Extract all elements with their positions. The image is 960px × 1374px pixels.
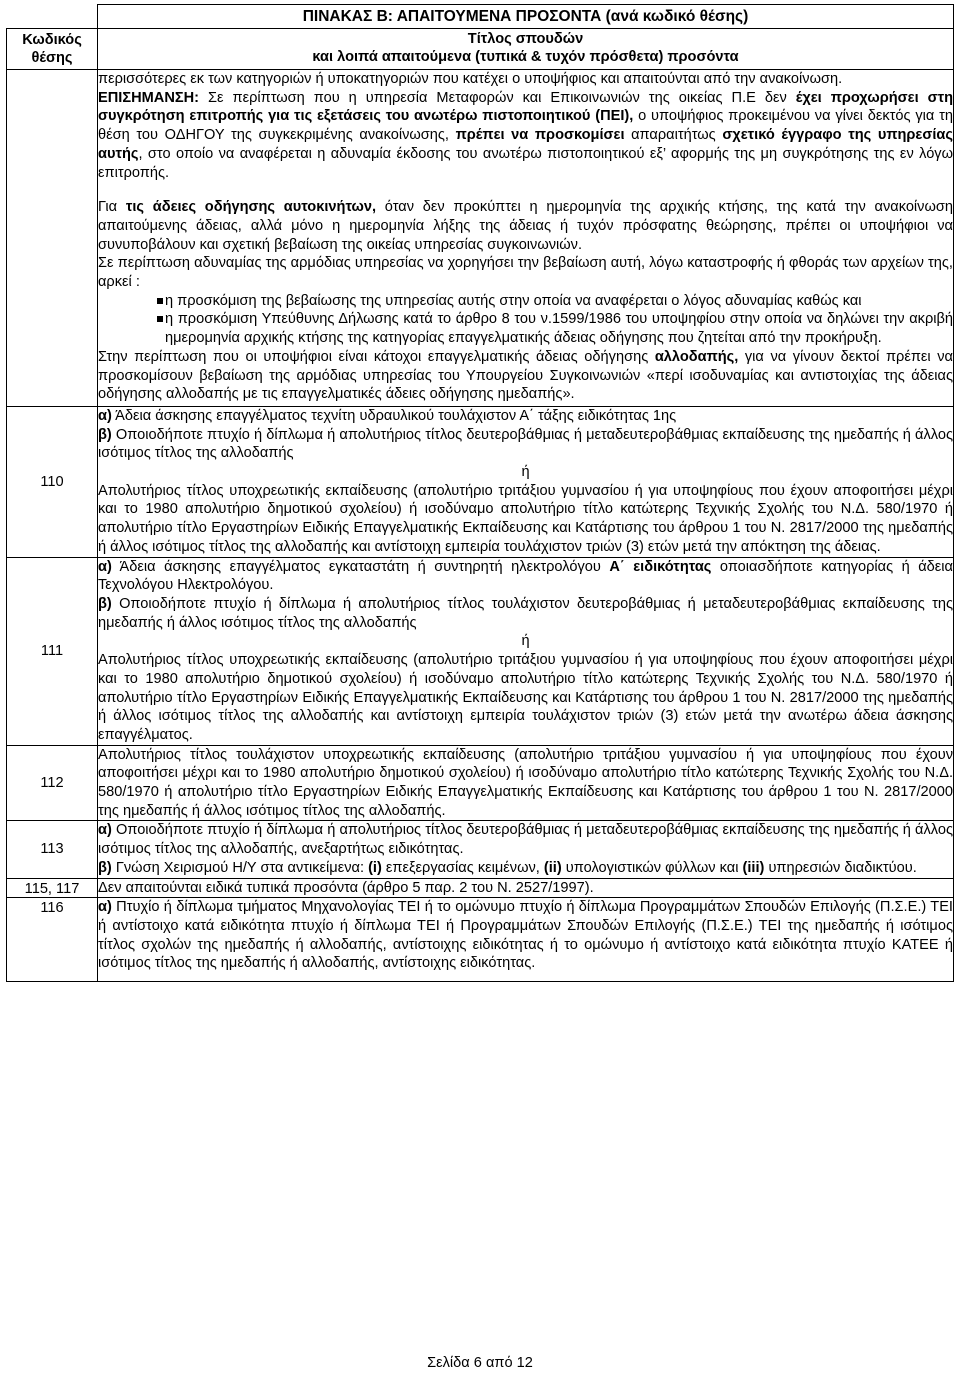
position-code: 111 <box>7 557 98 745</box>
table-title: ΠΙΝΑΚΑΣ Β: ΑΠΑΙΤΟΥΜΕΝΑ ΠΡΟΣΟΝΤΑ (ανά κωδικό θέσης) <box>98 5 954 29</box>
foreign-licence-paragraph: Στην περίπτωση που οι υποψήφιοι είναι κάτοχοι επαγγελματικής άδειας οδήγησης αλλοδαπής, για να γίνουν δεκτοί πρέπει να προσκομίσουν βεβαίωση της αρμόδιας υπηρεσίας του Υπουργείου Συγκοινωνιών «περί ισοδυναμίας και αντιστοιχίας της άδειας οδήγησης αλλοδαπής με τις επαγγελματικές άδειες οδήγησης ημεδαπής». <box>98 348 953 403</box>
table-row <box>7 745 954 821</box>
square-bullet-icon <box>157 316 163 322</box>
table-row <box>7 878 954 898</box>
requirement-text: Απολυτήριος τίτλος τουλάχιστον υποχρεωτικής εκπαίδευσης (απολυτήριο τριτάξιου γυμνασίου ή για υποψηφίους που έχουν αποφοιτήσει μέχρι και το 1980 απολυτήριο δημοτικού σχολείου) ή ισοδύναμο απολυτήριο τίτλο κατώτερης Τεχνικής Σχολής του Ν.Δ. 580/1970 ή απολυτήριο τίτλο Εργαστηρίων Ειδικής Επαγγελματικής Εκπαίδευσης και Κατάρτισης του άρθρου 1 του Ν. 2817/2000 της ημεδαπής ή άλλος ισότιμος τίτλος της αλλοδαπής. <box>98 746 953 819</box>
table-row <box>7 70 954 407</box>
table-row <box>7 821 954 878</box>
column-header-title-line2: και λοιπά απαιτούμενα (τυπικά & τυχόν πρόσθετα) προσόντα <box>312 49 739 65</box>
position-code: 116 <box>7 898 98 982</box>
requirements-cell <box>98 878 954 898</box>
requirement-b: β) Γνώση Χειρισμού Η/Υ στα αντικείμενα: (i) επεξεργασίας κειμένων, (ii) υπολογιστικών φύλλων και (iii) υπηρεσιών διαδικτύου. <box>98 859 917 876</box>
requirements-cell <box>98 745 954 821</box>
requirement-b: β) Οποιοδήποτε πτυχίο ή δίπλωμα ή απολυτήριος τίτλος δευτεροβάθμιας ή μεταδευτεροβάθμιας εκπαίδευσης της ημεδαπής ή άλλος ισότιμος τίτλος της αλλοδαπής <box>98 426 953 462</box>
requirements-cell <box>98 70 954 407</box>
or-separator: ή <box>521 464 530 481</box>
or-separator: ή <box>521 633 530 650</box>
requirement-b: β) Οποιοδήποτε πτυχίο ή δίπλωμα ή απολυτήριος τίτλος τουλάχιστον δευτεροβάθμιας ή μεταδευτεροβάθμιας εκπαίδευσης της ημεδαπής ή άλλος ισότιμος τίτλος της αλλοδαπής <box>98 595 953 631</box>
column-header-title-line1: Τίτλος σπουδών <box>467 31 584 47</box>
requirements-cell <box>98 406 954 557</box>
position-code: 113 <box>7 821 98 878</box>
requirement-a: α) Οποιοδήποτε πτυχίο ή δίπλωμα ή απολυτήριος τίτλος δευτεροβάθμιας ή μεταδευτεροβάθμιας εκπαίδευσης της ημεδαπής ή άλλος ισότιμος τίτλος της αλλοδαπής, ανεξαρτήτως ειδικότητας. <box>98 822 953 858</box>
requirements-cell <box>98 898 954 982</box>
code-cell-empty <box>7 70 98 407</box>
inability-paragraph: Σε περίπτωση αδυναμίας της αρμόδιας υπηρεσίας να χορηγήσει την βεβαίωση αυτή, λόγω καταστροφής ή φθοράς των αρχείων της, αρκεί : <box>98 255 953 291</box>
square-bullet-icon <box>157 298 163 304</box>
position-code: 110 <box>7 406 98 557</box>
requirement-a: α) Πτυχίο ή δίπλωμα τμήματος Μηχανολογίας ΤΕΙ ή το ομώνυμο πτυχίο ή δίπλωμα Προγραμμάτων Σπουδών Επιλογής (Π.Σ.Ε.) ΤΕΙ ή αντίστοιχο κατά ειδικότητα πτυχίο ή δίπλωμα ΤΕΙ ή Προγραμμάτων Σπουδών Επιλογής (Π.Σ.Ε.) ΤΕΙ της ημεδαπής ή ισότιμος τίτλος σχολών της ημεδαπής ή αλλοδαπής, αντίστοιχης ειδικότητας ή το ομώνυμο ή αντίστοιχο κατά ειδικότητα πτυχίο ΚΑΤΕΕ ή ισότιμος τίτλος της ημεδαπής ή αλλοδαπής, αντίστοιχης ειδικότητας. <box>98 899 953 972</box>
licence-paragraph: Για τις άδειες οδήγησης αυτοκινήτων, όταν δεν προκύπτει η ημερομηνία της αρχικής κτήσης, της κατά την ανακοίνωση απαιτούμενης άδειας, αλλά μόνο η ημερομηνία λήξης της άδειας ή τυχόν πρόσφατης θεώρησης, πρέπει οι υποψήφιοι να συνυποβάλουν και σχετική βεβαίωση της οικείας υπηρεσίας συγκοινωνιών. <box>98 199 953 253</box>
column-header-code <box>7 29 98 70</box>
requirements-cell <box>98 821 954 878</box>
requirement-a: α) Άδεια άσκησης επαγγέλματος εγκαταστάτη ή συντηρητή ηλεκτρολόγου Α΄ ειδικότητας οποιασδήποτε κατηγορίας ή άδεια Τεχνολόγου Ηλεκτρολόγου. <box>98 558 953 594</box>
continuation-text: περισσότερες εκ των κατηγοριών ή υποκατηγοριών που κατέχει ο υποψήφιος και απαιτούνται από την ανακοίνωση. <box>98 71 843 87</box>
table-row <box>7 557 954 745</box>
notice-label: ΕΠΙΣΗΜΑΝΣΗ: <box>98 89 200 106</box>
page-number: Σελίδα 6 από 12 <box>427 1355 533 1371</box>
column-header-title <box>98 29 954 70</box>
list-item: η προσκόμιση της βεβαίωσης της υπηρεσίας αυτής στην οποία να αναφέρεται ο λόγος αδυναμίας καθώς και <box>98 292 953 311</box>
bullet-list <box>98 292 953 348</box>
header-blank-cell <box>7 5 98 29</box>
notice-paragraph: ΕΠΙΣΗΜΑΝΣΗ: Σε περίπτωση που η υπηρεσία Μεταφορών και Επικοινωνιών της οικείας Π.Ε δεν έχει προχωρήσει στη συγκρότηση επιτροπής για τις εξετάσεις του ανωτέρω πιστοποιητικού (ΠΕΙ), ο υποψήφιος προκειμένου να γίνει δεκτός για τη θέση του ΟΔΗΓΟΥ της συγκεκριμένης ανακοίνωσης, πρέπει να προσκομίσει απαραιτήτως σχετικό έγγραφο της υπηρεσίας αυτής, στο οποίο να αναφέρεται η αδυναμία έκδοσης του ανωτέρω πιστοποιητικού εξ’ αφορμής της μη συγκρότησης της εν λόγω επιτροπής. <box>98 89 954 181</box>
requirements-table <box>6 4 954 982</box>
requirement-text: Δεν απαιτούνται ειδικά τυπικά προσόντα (άρθρο 5 παρ. 2 του Ν. 2527/1997). <box>98 879 594 896</box>
column-header-code-line1: Κωδικός <box>22 32 82 48</box>
position-code: 112 <box>7 745 98 821</box>
position-code: 115, 117 <box>7 878 98 898</box>
table-row <box>7 898 954 982</box>
column-header-code-line2: θέσης <box>31 50 73 66</box>
requirement-a: α) Άδεια άσκησης επαγγέλματος τεχνίτη υδραυλικού τουλάχιστον Α΄ τάξης ειδικότητας 1ης <box>98 407 677 424</box>
requirement-alternative: Απολυτήριος τίτλος υποχρεωτικής εκπαίδευσης (απολυτήριο τριτάξιου γυμνασίου ή για υποψηφίους που έχουν αποφοιτήσει μέχρι και το 1980 απολυτήριο δημοτικού σχολείου) ή ισοδύναμο απολυτήριο τίτλο κατώτερης Τεχνικής Σχολής του Ν.Δ. 580/1970 ή απολυτήριο τίτλο Εργαστηρίων Ειδικής Επαγγελματικής Εκπαίδευσης και Κατάρτισης του άρθρου 1 του Ν. 2817/2000 της ημεδαπής ή άλλος ισότιμος τίτλος της αλλοδαπής και αντίστοιχη εμπειρία τουλάχιστον τριών (3) ετών μετά την ανωτέρω άδεια άσκησης επαγγέλματος. <box>98 652 953 743</box>
requirement-alternative: Απολυτήριος τίτλος υποχρεωτικής εκπαίδευσης (απολυτήριο τριτάξιου γυμνασίου ή για υποψηφίους που έχουν αποφοιτήσει μέχρι και το 1980 απολυτήριο δημοτικού σχολείου) ή ισοδύναμο απολυτήριο τίτλο κατώτερης Τεχνικής Σχολής του Ν.Δ. 580/1970 ή απολυτήριο τίτλο Εργαστηρίων Ειδικής Επαγγελματικής Εκπαίδευσης και Κατάρτισης του άρθρου 1 του Ν. 2817/2000 της ημεδαπής ή άλλος ισότιμος τίτλος της αλλοδαπής και αντίστοιχη εμπειρία τουλάχιστον τριών (3) ετών μετά την απόκτηση της άδειας. <box>98 482 953 555</box>
requirements-cell <box>98 557 954 745</box>
list-item: η προσκόμιση Υπεύθυνης Δήλωσης κατά το άρθρο 8 του ν.1599/1986 του υποψηφίου στην οποία να δηλώνει την ακριβή ημερομηνία αρχικής κτήσης της κατηγορίας επαγγελματικής άδειας οδήγησης που ζητείται από την προκήρυξη. <box>98 310 953 347</box>
table-row <box>7 406 954 557</box>
